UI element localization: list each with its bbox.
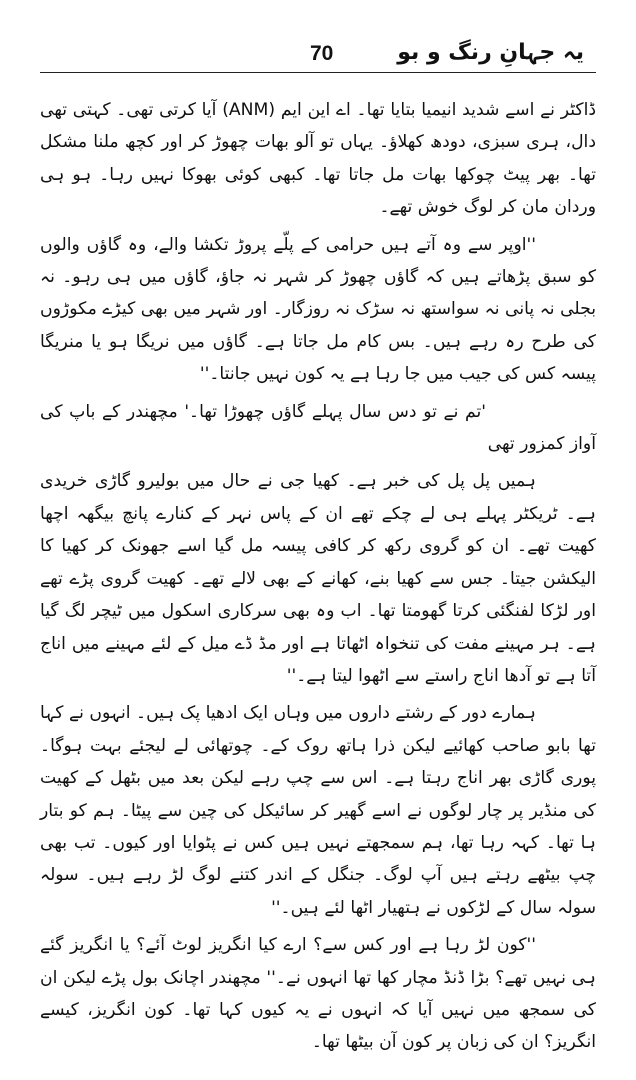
paragraph: ہمارے دور کے رشتے داروں میں وہاں ایک ادھیا پک ہیں۔ انہوں نے کہا تھا بابو صاحب کھائیے لیکن ذرا ہاتھ روک کے۔ چوتھائی لے لیجئے بہت ہوگا۔ پوری گاڑی بھر اناج رہتا ہے۔ اس سے چپ رہے لیکن بعد میں بٹھل کے کھیت کی منڈیر پر چار لوگوں نے اسے گھیر کر سائیکل کی چین سے پیٹا۔ ہم کو بتار ہا تھا۔ کہہ رہا تھا، ہم سمجھتے نہیں ہیں کس نے پٹوایا اور کیوں۔ تب بھی چپ بیٹھے رہتے ہیں آپ لوگ۔ جنگل کے اندر کتنے لوگ لڑ رہے ہیں۔ سولہ سولہ سال کے لڑکوں نے ہتھیار اٹھا لئے ہیں۔'' [40, 703, 596, 918]
paragraph: ''اوپر سے وہ آتے ہیں حرامی کے پلّے پروڑ تکشا والے، وہ گاؤں والوں کو سبق پڑھاتے ہیں کہ گاؤں چھوڑ کر شہر نہ جاؤ، گاؤں میں ہی رہو۔ نہ بجلی نہ پانی نہ سواستھ نہ سڑک نہ روزگار۔ اور شہر میں بھی کیڑے مکوڑوں کی طرح رہ رہے ہیں۔ بس کام مل جاتا ہے۔ گاؤں میں نریگا ہو یا منریگا پیسہ کس کی جیب میں جا رہا ہے یہ کون نہیں جانتا۔'' [40, 234, 596, 385]
page-header [40, 34, 596, 72]
page-number: 70 [310, 42, 334, 65]
paragraph: ''کون لڑ رہا ہے اور کس سے؟ ارے کیا انگریز لوٹ آئے؟ یا انگریز گئے ہی نہیں تھے؟ بڑا ڈنڈ مچار کھا تھا انہوں نے۔'' مچھندر اچانک بول پڑے لیکن ان کی سمجھ میں نہیں آیا کہ انہوں نے یہ کیوں کہا تھا۔ کون انگریز، کیسے انگریز؟ ان کی زبان پر کون آن بیٹھا تھا۔ [40, 935, 596, 1053]
header-rule [40, 72, 596, 73]
running-title: یہ جہانِ رنگ و بو [397, 40, 584, 65]
paragraph: ہمیں پل پل کی خبر ہے۔ کھیا جی نے حال میں بولیرو گاڑی خریدی ہے۔ ٹریکٹر پہلے ہی لے چکے تھے ان کے پاس نہر کے کنارے پانچ بیگھہ اچھا کھیت تھے۔ ان کو گروی رکھ کر کافی پیسہ مل گیا اسے جھونک کر کھیا کا الیکشن جیتا۔ جس سے کھیا بنے، کھانے کے بھی لالے تھے۔ کھیت گروی پڑے تھے اور لڑکا لفنگئی کرتا گھومتا تھا۔ اب وہ بھی سرکاری اسکول میں ٹیچر لگ گیا ہے۔ ہر مہینے مفت کی تنخواہ اٹھاتا ہے اور مڈ ڈے میل کے لئے مہینے میں اناج آتا ہے تو آدھا اناج راستے سے اٹھوا لیتا ہے۔'' [40, 471, 596, 686]
paragraph: ڈاکٹر نے اسے شدید انیمیا بتایا تھا۔ اے این ایم (ANM) آیا کرتی تھی۔ کہتی تھی دال، ہری سبزی، دودھ کھلاؤ۔ یہاں تو آلو بھات چھوڑ کر اور کچھ ملنا مشکل تھا۔ بھر پیٹ چوکھا بھات مل جاتا تھا۔ کبھی کوئی بھوکا نہیں رہا۔ ہو ہی وردان مان کر لوگ خوش تھے۔ [40, 100, 596, 218]
paragraph: 'تم نے تو دس سال پہلے گاؤں چھوڑا تھا۔' مچھندر کے باپ کی آواز کمزور تھی [40, 401, 596, 455]
body-text [40, 94, 596, 1059]
